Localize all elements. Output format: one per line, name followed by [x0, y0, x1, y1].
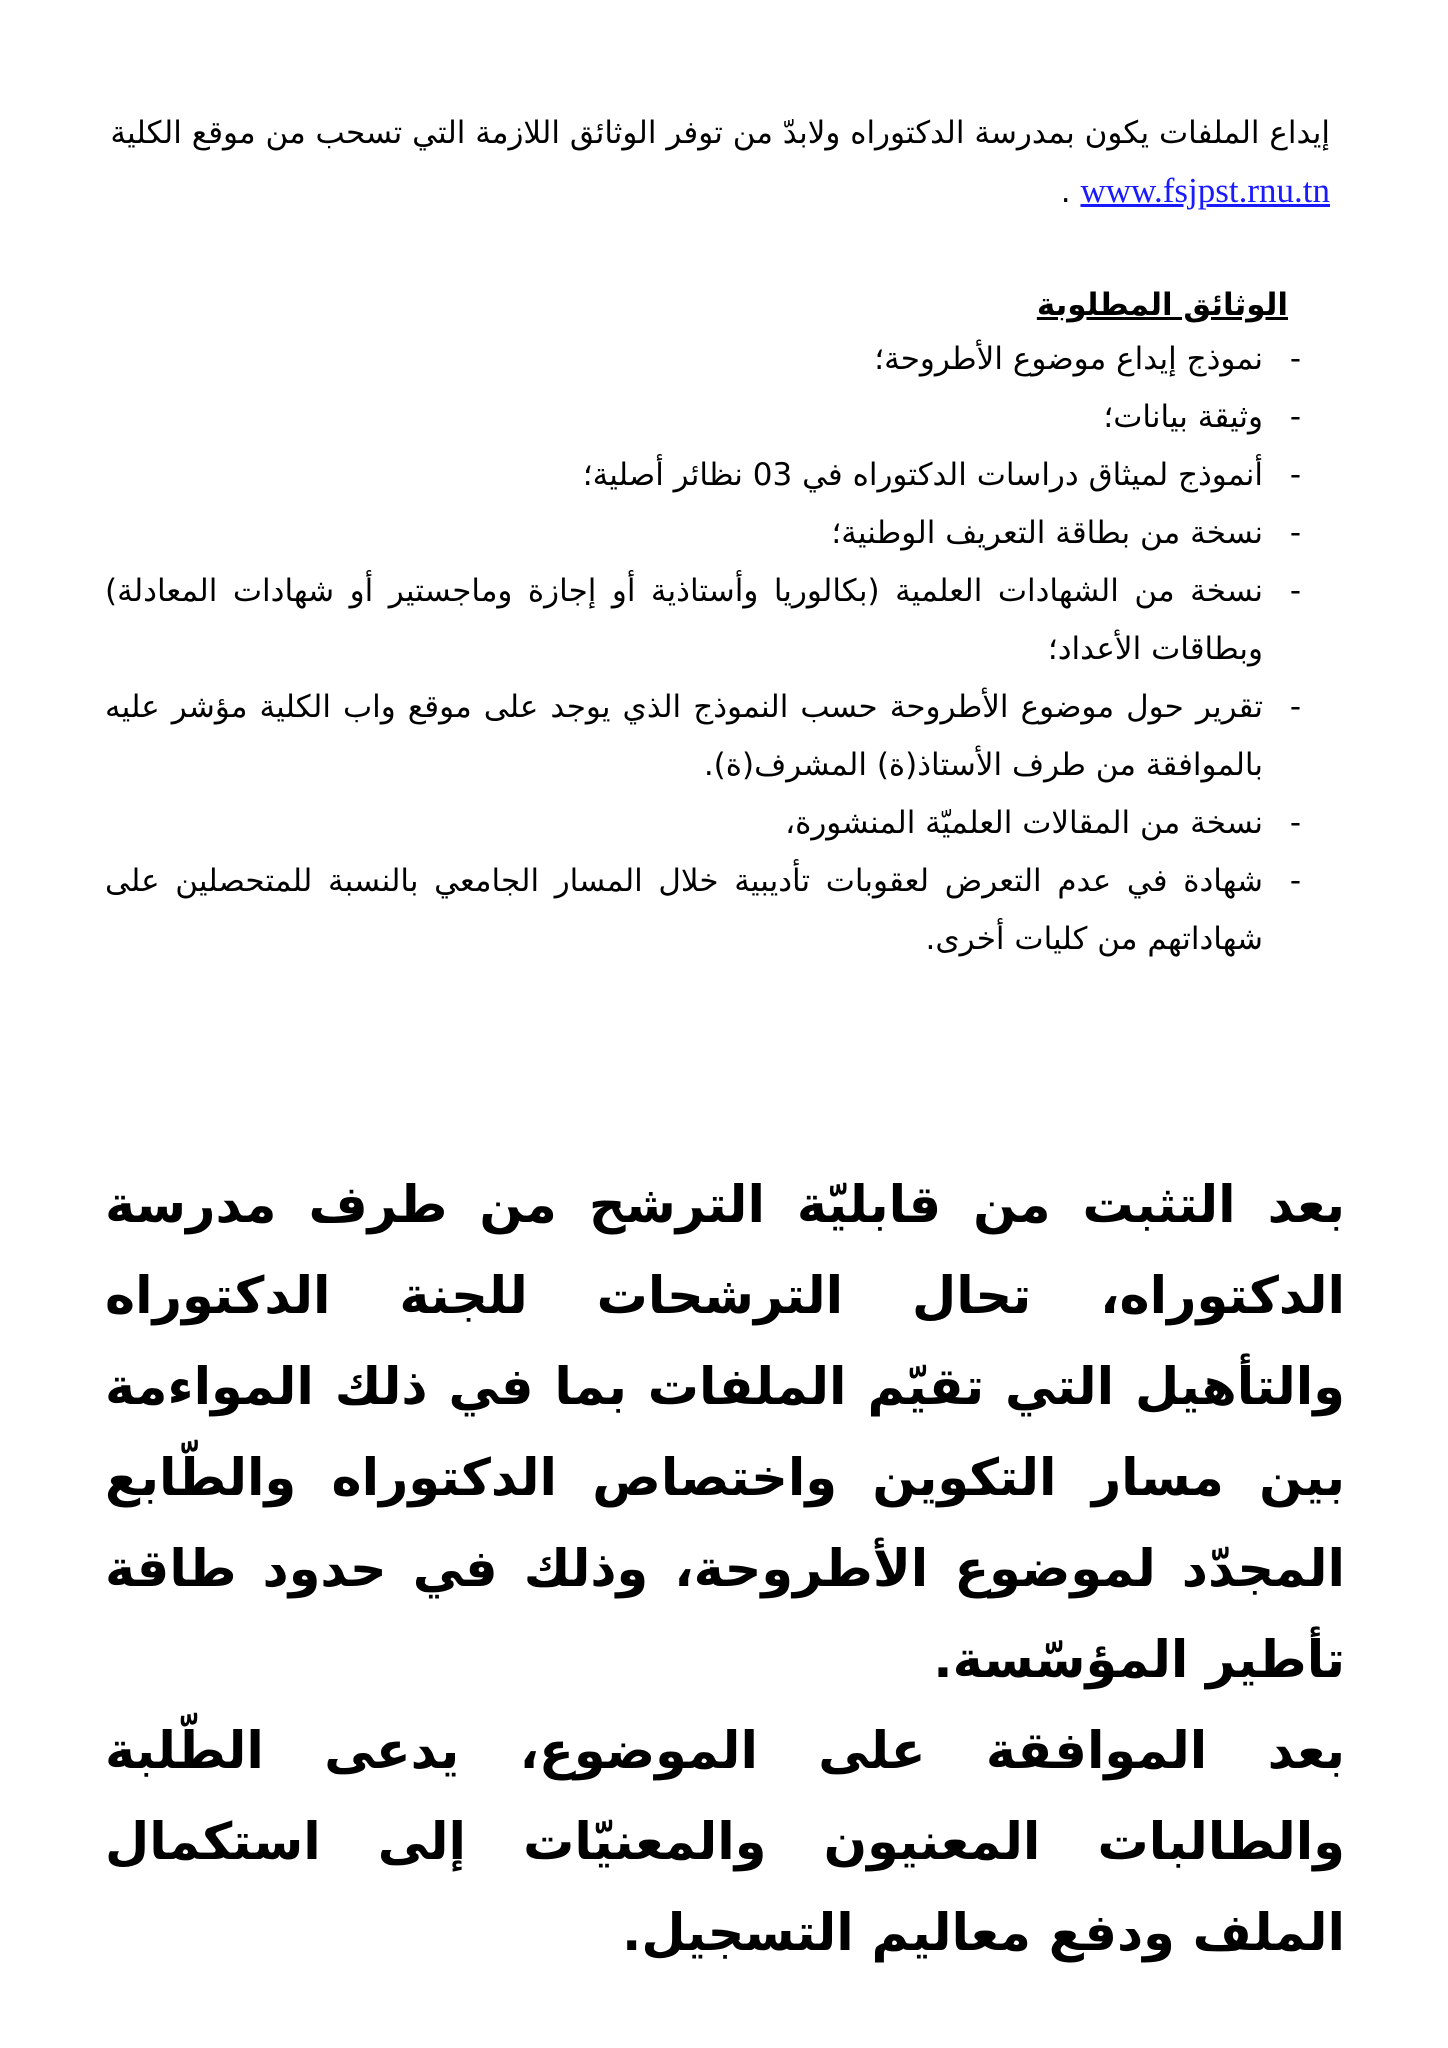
list-item: - وثيقة بيانات؛	[105, 388, 1263, 446]
faculty-website-link[interactable]: www.fsjpst.rnu.tn	[1080, 171, 1330, 210]
intro-end: .	[1060, 174, 1081, 210]
list-bullet: -	[1289, 805, 1301, 841]
required-documents-list	[105, 330, 1301, 968]
list-bullet: -	[1289, 515, 1301, 551]
notice-paragraph-evaluation: بعد التثبت من قابليّة الترشح من طرف مدرسة الدكتوراه، تحال الترشحات للجنة الدكتوراه والتأهيل التي تقيّم الملفات بما في ذلك المواءمة بين مسار التكوين واختصاص الدكتوراه والطّابع المجدّد لموضوع الأطروحة، وذلك في حدود طاقة تأطير المؤسّسة.	[105, 1176, 1345, 1690]
list-item: - تقرير حول موضوع الأطروحة حسب النموذج الذي يوجد على موقع واب الكلية مؤشر عليه بالموافقة من طرف الأستاذ(ة) المشرف(ة).	[105, 678, 1263, 794]
list-item: - نسخة من بطاقة التعريف الوطنية؛	[105, 504, 1263, 562]
notice-paragraph-registration: بعد الموافقة على الموضوع، يدعى الطّلبة والطالبات المعنيون والمعنيّات إلى استكمال الملف ودفع معاليم التسجيل.	[105, 1722, 1345, 1963]
intro-text: إيداع الملفات يكون بمدرسة الدكتوراه ولابدّ من توفر الوثائق اللازمة التي تسحب من موقع الكلية	[110, 115, 1330, 151]
notice-block	[105, 1160, 1345, 1979]
list-item: - أنموذج لميثاق دراسات الدكتوراه في 03 نظائر أصلية؛	[105, 446, 1263, 504]
list-bullet: -	[1289, 863, 1301, 899]
list-bullet: -	[1289, 457, 1301, 493]
required-documents-heading: الوثائق المطلوبة	[1036, 287, 1288, 323]
list-item: - نسخة من المقالات العلميّة المنشورة،	[105, 794, 1263, 852]
intro-paragraph	[105, 105, 1330, 221]
list-bullet: -	[1289, 341, 1301, 377]
list-bullet: -	[1289, 689, 1301, 725]
list-item: - نموذج إيداع موضوع الأطروحة؛	[105, 330, 1263, 388]
list-bullet: -	[1289, 573, 1301, 609]
list-bullet: -	[1289, 399, 1301, 435]
list-item: - شهادة في عدم التعرض لعقوبات تأديبية خلال المسار الجامعي بالنسبة للمتحصلين على شهاداتهم من كليات أخرى.	[105, 852, 1263, 968]
list-item: - نسخة من الشهادات العلمية (بكالوريا وأستاذية أو إجازة وماجستير أو شهادات المعادلة) وبطاقات الأعداد؛	[105, 562, 1263, 678]
